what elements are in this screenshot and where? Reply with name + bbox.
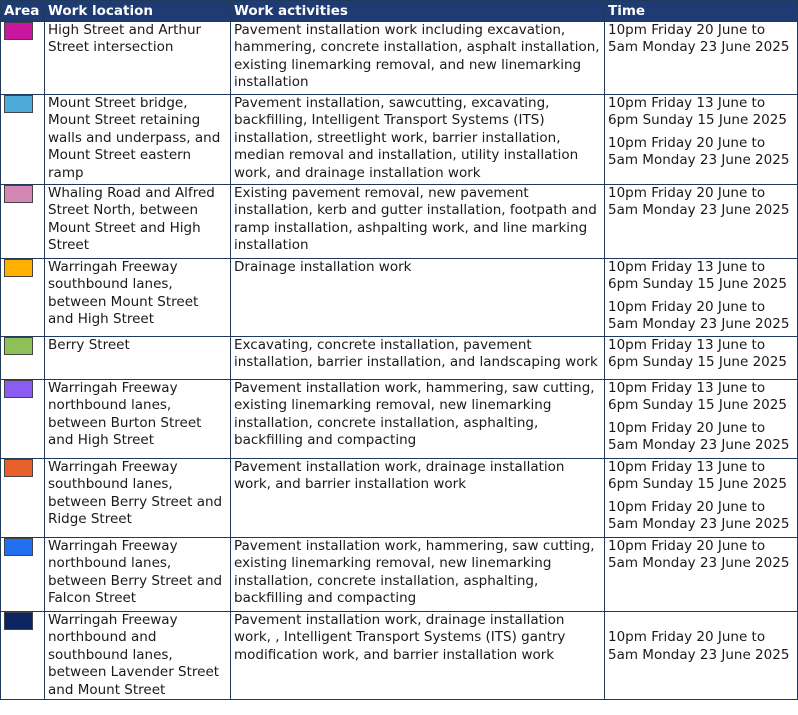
- time-period: [608, 185, 794, 220]
- work-location-cell: Warringah Freeway southbound lanes, between Mount Street and High Street: [45, 259, 231, 337]
- time-line: 10pm Friday 20 June to: [608, 134, 766, 151]
- area-color-swatch: [4, 337, 33, 355]
- work-activities-cell: Drainage installation work: [231, 259, 605, 337]
- time-period: [608, 612, 794, 664]
- time-cell: [605, 612, 798, 700]
- time-line: 10pm Friday 20 June to: [608, 419, 766, 436]
- work-activities-cell: Existing pavement removal, new pavement installation, kerb and gutter installation, footpath and ramp installation, ashpalting work, and line marking installation: [231, 185, 605, 259]
- work-activities-cell: Pavement installation work, hammering, saw cutting, existing linemarking removal, new linemarking installation, concrete installation, asphalting, backfilling and compacting: [231, 538, 605, 612]
- time-line: 10pm Friday 13 June to: [608, 95, 766, 111]
- table-row: [1, 612, 798, 700]
- work-activities-cell: Pavement installation work, drainage installation work, and barrier installation work: [231, 459, 605, 538]
- table-row: [1, 185, 798, 259]
- area-cell: [1, 380, 45, 459]
- work-activities-cell: Excavating, concrete installation, pavement installation, barrier installation, and landscaping work: [231, 337, 605, 380]
- header-area: Area: [1, 1, 45, 22]
- area-cell: [1, 95, 45, 185]
- work-location-cell: Warringah Freeway northbound lanes, between Burton Street and High Street: [45, 380, 231, 459]
- time-line: 5am Monday 23 June 2025: [608, 202, 790, 219]
- time-line: 5am Monday 23 June 2025: [608, 516, 790, 533]
- area-color-swatch: [4, 459, 33, 477]
- time-period: [608, 299, 794, 334]
- time-period: [608, 459, 794, 494]
- table-row: [1, 95, 798, 185]
- time-period: [608, 135, 794, 170]
- time-line: 10pm Friday 20 June to: [608, 538, 766, 554]
- time-period: [608, 420, 794, 455]
- work-activities-cell: Pavement installation work, drainage installation work, , Intelligent Transport Systems (ITS) gantry modification work, and barrier installation work: [231, 612, 605, 700]
- work-location-cell: High Street and Arthur Street intersection: [45, 22, 231, 95]
- work-location-cell: Warringah Freeway southbound lanes, between Berry Street and Ridge Street: [45, 459, 231, 538]
- header-work-activities: Work activities: [231, 1, 605, 22]
- work-activities-cell: Pavement installation, sawcutting, excavating, backfilling, Intelligent Transport Systems (ITS) installation, streetlight work, barrier installation, median removal and installation, utility installation work, and drainage installation work: [231, 95, 605, 185]
- table-row: [1, 538, 798, 612]
- time-line: 5am Monday 23 June 2025: [608, 437, 790, 454]
- time-cell: [605, 337, 798, 380]
- time-line: 6pm Sunday 15 June 2025: [608, 276, 787, 293]
- table-row: [1, 22, 798, 95]
- time-line: 5am Monday 23 June 2025: [608, 555, 790, 572]
- table-row: [1, 459, 798, 538]
- work-location-cell: Whaling Road and Alfred Street North, between Mount Street and High Street: [45, 185, 231, 259]
- area-cell: [1, 538, 45, 612]
- area-cell: [1, 259, 45, 337]
- time-cell: [605, 185, 798, 259]
- area-color-swatch: [4, 22, 33, 40]
- work-location-cell: Berry Street: [45, 337, 231, 380]
- work-location-cell: Mount Street bridge, Mount Street retaining walls and underpass, and Mount Street eastern ramp: [45, 95, 231, 185]
- area-color-swatch: [4, 185, 33, 203]
- header-work-location: Work location: [45, 1, 231, 22]
- time-line: 6pm Sunday 15 June 2025: [608, 354, 787, 371]
- time-line: 10pm Friday 20 June to: [608, 22, 766, 38]
- time-cell: [605, 380, 798, 459]
- area-color-swatch: [4, 612, 33, 630]
- time-line: 5am Monday 23 June 2025: [608, 646, 790, 663]
- time-line: 6pm Sunday 15 June 2025: [608, 112, 787, 129]
- time-period: [608, 95, 794, 130]
- time-line: 10pm Friday 20 June to: [608, 185, 766, 201]
- time-line: 6pm Sunday 15 June 2025: [608, 397, 787, 414]
- time-cell: [605, 259, 798, 337]
- time-cell: [605, 538, 798, 612]
- time-line: 5am Monday 23 June 2025: [608, 316, 790, 333]
- area-cell: [1, 459, 45, 538]
- time-line: 10pm Friday 20 June to: [608, 298, 766, 315]
- time-period: [608, 22, 794, 57]
- area-color-swatch: [4, 259, 33, 277]
- work-location-cell: Warringah Freeway northbound lanes, between Berry Street and Falcon Street: [45, 538, 231, 612]
- time-period: [608, 538, 794, 573]
- work-activities-cell: Pavement installation work, hammering, saw cutting, existing linemarking removal, new linemarking installation, concrete installation, asphalting, backfilling and compacting: [231, 380, 605, 459]
- time-line: 10pm Friday 20 June to: [608, 498, 766, 515]
- area-color-swatch: [4, 380, 33, 398]
- table-row: [1, 380, 798, 459]
- time-line: 10pm Friday 13 June to: [608, 337, 766, 353]
- time-line: 5am Monday 23 June 2025: [608, 152, 790, 169]
- time-period: [608, 380, 794, 415]
- area-color-swatch: [4, 538, 33, 556]
- time-cell: [605, 459, 798, 538]
- header-time: Time: [605, 1, 798, 22]
- time-period: [608, 259, 794, 294]
- table-row: [1, 259, 798, 337]
- table-body: [1, 22, 798, 700]
- time-cell: [605, 95, 798, 185]
- time-line: 10pm Friday 13 June to: [608, 380, 766, 396]
- area-cell: [1, 22, 45, 95]
- time-line: 10pm Friday 20 June to: [608, 629, 766, 646]
- work-activities-cell: Pavement installation work including excavation, hammering, concrete installation, asphalt installation, existing linemarking removal, and new linemarking installation: [231, 22, 605, 95]
- area-cell: [1, 612, 45, 700]
- time-line: 5am Monday 23 June 2025: [608, 39, 790, 56]
- time-cell: [605, 22, 798, 95]
- table-header-row: [1, 1, 798, 22]
- time-period: [608, 337, 794, 372]
- work-location-cell: Warringah Freeway northbound and southbound lanes, between Lavender Street and Mount Street: [45, 612, 231, 700]
- time-line: 10pm Friday 13 June to: [608, 459, 766, 475]
- area-color-swatch: [4, 95, 33, 113]
- time-period: [608, 499, 794, 534]
- time-line: 10pm Friday 13 June to: [608, 259, 766, 275]
- area-cell: [1, 337, 45, 380]
- table-row: [1, 337, 798, 380]
- area-cell: [1, 185, 45, 259]
- time-line: 6pm Sunday 15 June 2025: [608, 476, 787, 493]
- time-line: [608, 612, 794, 629]
